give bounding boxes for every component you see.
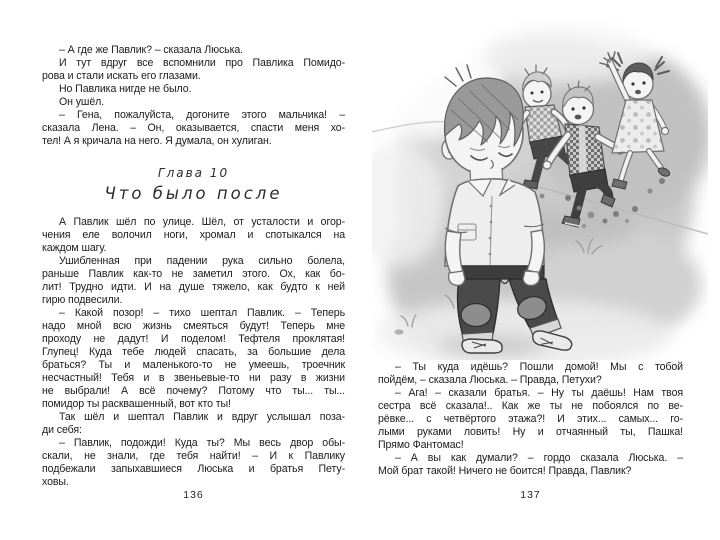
text-line: И тут вдруг все вспомнили про Павлика Помидо-	[59, 57, 345, 69]
text-line: сестра всё сказала!.. Как же ты не побоялся по ве-	[378, 400, 683, 412]
chapter-heading	[42, 166, 345, 203]
text-line: подбежали запыхавшиеся Люська и братья Пету-	[42, 463, 345, 475]
text-line: рёвке... с четвёртого этажа?! И этих... самых... го-	[378, 413, 683, 425]
text-line: гирю подвесили.	[42, 294, 123, 306]
text-line: каждом шагу.	[42, 242, 107, 254]
chapter-label: Глава 10	[157, 166, 230, 180]
text-line: Ушибленная при падении рука сильно болела,	[59, 255, 345, 267]
page-number-left: 136	[183, 489, 204, 501]
text-line: – Какой позор! – тихо шептал Павлик. – Теперь	[59, 307, 345, 319]
text-line: чения еле волочил ноги, хромал и спотыкался на	[42, 229, 345, 241]
text-line: помидор ты расквашенный, вот кто ты!	[42, 398, 231, 410]
text-line: ди себя:	[42, 424, 82, 436]
chapter-title: Что было после	[104, 184, 283, 203]
text-line: раньше Павлик как-то не заметил этого. Ох, как бо-	[42, 268, 345, 280]
text-line: сказала Лена. – Он, оказывается, спасти меня хо-	[42, 122, 345, 134]
text-line: А Павлик шёл по улице. Шёл, от усталости и огор-	[59, 216, 345, 228]
text-line: – А вы как думали? – гордо сказала Люська. –	[395, 452, 683, 464]
left-text-bottom	[42, 216, 345, 489]
text-line: – Павлик, подожди! Куда ты? Мы весь двор обы-	[59, 437, 345, 449]
text-line: тел! А я кричала на него. Я думала, он хулиган.	[42, 135, 272, 147]
text-line: – Ты куда идёшь? Пошли домой! Мы с тобой	[395, 361, 683, 373]
text-line: браться? Ты и маленького-то не умеешь, троечник	[42, 359, 345, 371]
text-line: проходу не дадут! И поделом! Тефтеля проклятая!	[42, 333, 345, 345]
page-number-right: 137	[520, 489, 541, 501]
text-line: лыми руками ловить! Ну и отчаянный ты, Пашка!	[378, 426, 683, 438]
right-text	[378, 361, 683, 478]
text-line: рова и стали искать его глазами.	[42, 70, 201, 82]
text-line: ховы.	[42, 476, 69, 488]
text-line: – Ага! – сказали братья. – Ну ты даёшь! Нам твоя	[395, 387, 683, 399]
text-line: надо мной всю жизнь смеяться будут! Теперь мне	[42, 320, 345, 332]
text-line: несчастный! Тебя и в звеньевые-то ни разу в жизни	[42, 372, 345, 384]
vignette-fade	[372, 20, 708, 360]
text-line: скали, не знали, где тебя найти! – И к Павлику	[42, 450, 345, 462]
text-line: – Гена, пожалуйста, догоните этого мальчика! –	[59, 109, 345, 121]
text-line: Прямо Фантомас!	[378, 439, 464, 451]
text-line: не выбрали! А всё почему? Потому что ты... ты...	[42, 385, 345, 397]
story-illustration	[372, 20, 708, 360]
text-line: пойдём, – сказала Люська. – Правда, Петухи?	[378, 374, 602, 386]
text-line: Но Павлика нигде не было.	[59, 83, 192, 95]
text-line: Он ушёл.	[59, 96, 105, 108]
text-line: – А где же Павлик? – сказала Люська.	[59, 44, 243, 56]
text-line: лит! Трудно идти. И на душе тяжело, как будто к ней	[42, 281, 345, 293]
text-line: Глупец! Куда тебе людей спасать, за большие дела	[42, 346, 345, 358]
text-line: Мой брат такой! Ничего не боится! Правда, Павлик?	[378, 465, 632, 477]
left-text-top	[42, 44, 345, 148]
text-line: Так шёл и шептал Павлик и вдруг услышал поза-	[59, 411, 345, 423]
